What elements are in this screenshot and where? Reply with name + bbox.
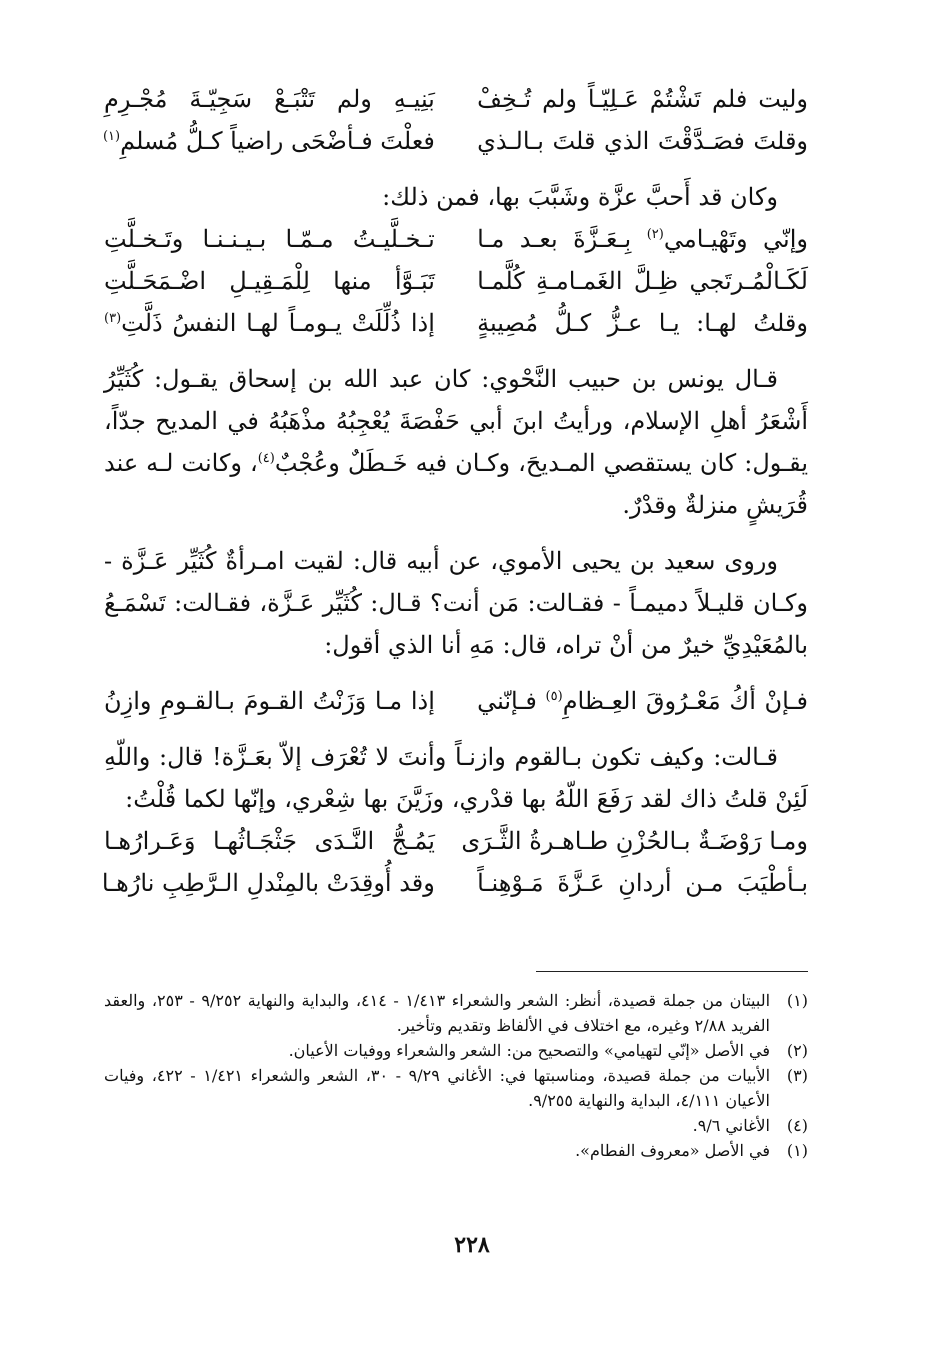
verse-first-hemistich: بـأطْيَبَ مـن أردانِ عَـزَّةَ مَـوْهِنـاً <box>477 869 808 897</box>
paragraph-dialogue: قـالت: وكيف تكون بـالقوم وازنـاً وأنتَ لا تُعْرَف إلاّ بعَـزَّة! قال: واللّهِ لَئِنْ قلتُ ذاك لقد رَفَعَ اللّهُ بها قدْري، وزَيَّنَ بها شِعْري، وإنّها لكما قُلْتُ: <box>104 743 808 813</box>
verse-second-hemistich: وقد أُوقِدَتْ بالمِنْدلِ الـرَّطِبِ نارُهـا <box>101 869 435 897</box>
footnote-text: الأبيات من جملة قصيدة، ومناسبتها في: الأغاني ٩/٢٩ - ٣٠، الشعر والشعراء ١/٤٢١ - ٤٢٢، وفيات الأعيان ٤/١١١، البداية والنهاية ٩/٢٥٥. <box>104 1066 771 1110</box>
verse-second-hemistich: إذا مـا وَزَنْتُ القـومَ بـالقـومِ وازِنُ <box>104 687 435 715</box>
verse-line <box>104 120 808 162</box>
footnote-number: (١) <box>786 991 808 1010</box>
footnote-text: في الأصل «إنّي لتهيامي» والتصحيح من: الشعر والشعراء ووفيات الأعيان. <box>288 1041 770 1060</box>
paragraph-said: وروى سعيد بن يحيى الأموي، عن أبيه قال: لقيت امـرأةٌ كُثَيِّر عَـزَّة - وكـان قليـلاً دميمـاً - فقـالت: مَن أنت؟ قـال: كُثَيِّر عَـزَّة، فقـالت: تَسْمَـعُ بالمُعَيْدِيِّ خيرٌ من أنْ تراه، قال: مَهِ أنا الذي أقول: <box>104 547 808 659</box>
page-body <box>101 78 809 904</box>
verse-second-hemistich: تـخـلَّيـتُ مـمّـا بـيـنـنـا وتَـخـلَّتِ <box>104 225 435 253</box>
footnote-separator <box>536 971 808 972</box>
footnote-marker: (٣) <box>104 311 122 326</box>
verse-line <box>104 820 808 862</box>
footnote-item <box>104 988 808 1038</box>
verse-line <box>101 862 808 904</box>
footnote-number: (١) <box>786 1141 808 1160</box>
footnote-item <box>104 1063 808 1113</box>
verse-first-hemistich: وقلتُ لهـا: يـا عـزُّ كـلُّ مُصِيبةٍ <box>477 309 808 337</box>
paragraph-text: ، وكانت لـه عند قُرَيشٍ منزلةٌ وقدْرٌ. <box>104 449 808 519</box>
verse-line <box>104 680 808 722</box>
footnote-marker: (٤) <box>257 451 275 466</box>
poem-block-2 <box>104 218 808 344</box>
verse-second-hemistich <box>104 120 435 162</box>
hemistich-text: إذا ذُلِّلَتْ يـومـاً لهـا النفسُ ذَلَّتِ <box>121 309 435 337</box>
footnote-number: (٢) <box>786 1041 808 1060</box>
verse-first-hemistich: وقلتَ فصَـدَّقْتَ الذي قلتَ بـالـذي <box>477 127 808 155</box>
hemistich-text: وإنّي وتَهْيـامي <box>663 225 808 253</box>
footnote-text: في الأصل «معروف الفطام». <box>575 1141 770 1160</box>
footnote-marker: (١) <box>102 129 121 144</box>
intro-text: وكان قد أَحبَّ عزَّة وشَبَّبَ بها، فمن ذلك: <box>382 183 778 211</box>
hemistich-text: فـإنّني <box>477 687 546 715</box>
hemistich-text: فـإنْ أكُ مَعْـرُوقَ العِـظامِ <box>562 687 808 715</box>
verse-second-hemistich: يَمُـجُّ النَّـدَى جَثْجَـاثُهـا وَعَـرارُهـا <box>104 827 435 855</box>
footnote-number: (٣) <box>786 1066 808 1085</box>
footnote-text: البيتان من جملة قصيدة، أنظر: الشعر والشعراء ١/٤١٣ - ٤١٤، والبداية والنهاية ٩/٢٥٢ - ٢٥٣، والعقد الفريد ٢/٨٨ وغيره، مع اختلاف في الألفاظ وتقديم وتأخير. <box>104 991 771 1035</box>
hemistich-text: فعلْتَ فـأضْحَى راضياً كـلُّ مُسلمِ <box>120 127 435 155</box>
verse-first-hemistich <box>477 218 808 260</box>
footnote-item <box>104 1113 808 1138</box>
verse-line <box>104 218 808 260</box>
hemistich-text: بَنِيـهِ ولم تَتْبَـعْ سَجِيّـةَ مُجْـرِمِ <box>104 85 435 113</box>
verse-first-hemistich <box>477 680 808 722</box>
verse-line <box>104 78 808 120</box>
footnote-item <box>104 1038 808 1063</box>
poem-block-3 <box>104 680 808 722</box>
verse-line <box>104 302 808 344</box>
verse-line <box>104 260 808 302</box>
footnote-item <box>104 1138 808 1163</box>
verse-first-hemistich: لَكَـالْمُـرتَجي ظِـلَّ الغَمـامـةِ كُلَّمـا <box>477 267 808 295</box>
hemistich-text: بِـعَـزَّةَ بعـد مـا <box>477 225 647 253</box>
verse-second-hemistich <box>104 302 435 344</box>
paragraph-yunus <box>104 358 808 526</box>
footnote-text: الأغاني ٩/٦. <box>692 1116 770 1135</box>
footnotes <box>104 988 808 1163</box>
paragraph-text: قـال يونس بن حبيب النَّحْوي: كان عبد الله بن إسحاق يقـول: كُثَيِّرُ أَشْعَرُ أهلِ الإسلام، ورأيتُ ابنَ أبي حَفْصَةَ يُعْجِبُهُ مذْهَبُهُ في المديح جدّاً، يقـول: كان يستقصي المـديحَ، وكـان فيه خَـطَلٌ وعُجْبٌ <box>104 365 809 477</box>
footnote-number: (٤) <box>786 1116 808 1135</box>
poem-block-1 <box>104 78 808 162</box>
footnote-marker: (٢) <box>646 227 664 242</box>
poem-block-4 <box>101 820 808 904</box>
verse-second-hemistich: تَبَـوَّأ منها لِلْمَـقِيـلِ اضْـمَحَـلَّتِ <box>104 267 435 295</box>
verse-first-hemistich: وليت فلم تَشْتُمْ عَـلِيّـاً ولم تُـخِفْ <box>477 85 808 113</box>
page-number: ٢٢٨ <box>454 1232 490 1258</box>
verse-first-hemistich: ومـا رَوْضَـةٌ بـالحُزْنِ طـاهـرةُ الثَّـرَى <box>461 827 808 855</box>
verse-second-hemistich <box>104 78 435 120</box>
footnote-marker: (٥) <box>545 689 563 704</box>
